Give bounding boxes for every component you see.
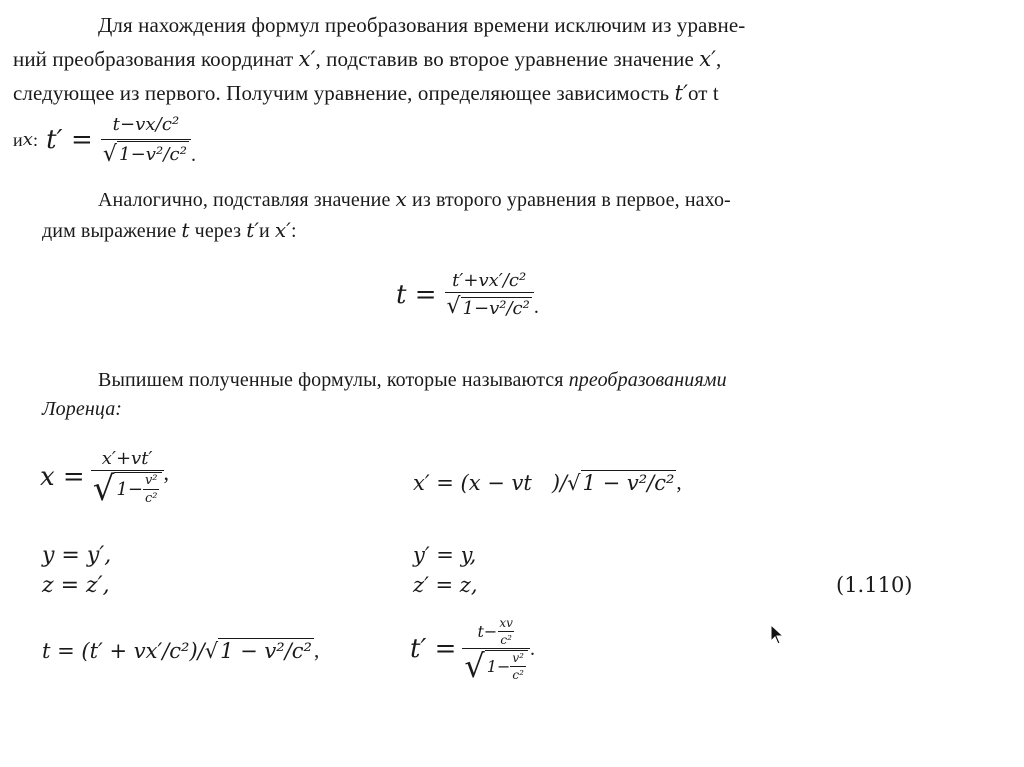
math-var: x bbox=[395, 187, 407, 211]
fraction-denominator bbox=[445, 292, 534, 319]
equation-fraction bbox=[462, 616, 530, 685]
sqrt-icon: √ bbox=[92, 469, 115, 509]
equation-number: (1.110) bbox=[836, 573, 913, 597]
paragraph2-line1 bbox=[98, 186, 731, 213]
text-span: и bbox=[13, 130, 23, 150]
text-span: из второго уравнения в первое, нахо- bbox=[406, 189, 731, 211]
radicand: 1−v²/c² bbox=[462, 298, 530, 319]
equation-yprime: y′ = y, bbox=[413, 543, 477, 567]
text-span: . bbox=[191, 144, 197, 166]
paragraph1-line3 bbox=[13, 80, 719, 106]
emphasis-text: преобразованиями bbox=[568, 369, 727, 391]
text-span: . bbox=[533, 296, 539, 318]
text-span: от t bbox=[687, 81, 719, 105]
text-span: дим выражение bbox=[42, 220, 182, 242]
equation-fraction bbox=[101, 112, 191, 168]
math-var: t′ bbox=[246, 218, 260, 242]
equation-tprime bbox=[410, 616, 535, 685]
equation-lhs: x = bbox=[40, 462, 85, 492]
text-span: следующее из первого. Получим уравнение, определяющее зависимость bbox=[13, 81, 675, 105]
inner-fraction bbox=[497, 616, 515, 647]
paragraph1-line2 bbox=[13, 46, 721, 72]
math-var: x bbox=[22, 129, 33, 150]
text-span: ний преобразования координат bbox=[13, 47, 299, 71]
math-var: t bbox=[181, 218, 190, 242]
paragraph2-line2 bbox=[42, 217, 297, 244]
text-span: Для нахождения формул преобразования времени исключим из уравне- bbox=[98, 13, 746, 37]
text-span: Выпишем полученные формулы, которые называются bbox=[98, 369, 569, 391]
math-var: x′ bbox=[699, 47, 717, 71]
text-span: , bbox=[716, 47, 722, 71]
text-span: : bbox=[290, 220, 297, 242]
text-span: : bbox=[33, 130, 39, 150]
math-var: x′ bbox=[298, 47, 316, 71]
equation-z: z = z′, bbox=[42, 573, 110, 598]
sqrt-icon: √ bbox=[464, 647, 485, 685]
mouse-pointer-icon bbox=[770, 624, 784, 651]
text-span: , подставив во второе уравнение значение bbox=[315, 47, 700, 71]
text-span: , bbox=[313, 638, 320, 662]
text-span: 1− bbox=[116, 479, 143, 500]
equation-lhs: t′ = bbox=[410, 634, 457, 664]
paragraph3-line2 bbox=[42, 396, 122, 422]
fraction-numerator: t−vx/c² bbox=[112, 114, 180, 135]
radicand bbox=[485, 650, 528, 682]
equation-zprime: z′ = z, bbox=[413, 573, 478, 597]
text-span: 1− bbox=[486, 657, 511, 676]
equation-fraction bbox=[445, 270, 534, 319]
sqrt-icon: √ bbox=[204, 639, 219, 663]
fraction-numerator bbox=[476, 616, 517, 648]
fraction-denominator bbox=[462, 647, 530, 685]
radicand: 1−v²/c² bbox=[117, 141, 189, 168]
paragraph1-line1 bbox=[98, 12, 745, 38]
inner-fraction bbox=[510, 651, 526, 682]
emphasis-text: Лоренца: bbox=[42, 398, 123, 420]
text-span: , bbox=[163, 460, 169, 485]
equation-y: y = y′, bbox=[42, 543, 112, 568]
fraction-numerator: t′+vx′/c² bbox=[452, 270, 527, 291]
sqrt-icon: √ bbox=[446, 294, 461, 319]
equation-lhs: t = (t′ + vx′/c²)/ bbox=[42, 639, 205, 663]
text-span: и bbox=[259, 220, 275, 242]
paragraph1-line4 bbox=[13, 112, 196, 168]
fraction-numerator: v² bbox=[144, 473, 158, 488]
math-var: t′ bbox=[674, 81, 688, 105]
text-span: через bbox=[189, 220, 247, 242]
equation-fraction bbox=[91, 448, 164, 509]
equation-t-system bbox=[42, 638, 319, 663]
math-var: x′ bbox=[274, 218, 291, 242]
fraction-numerator: x′+vt′ bbox=[101, 448, 153, 469]
fraction-denominator bbox=[91, 469, 164, 509]
equation-xprime bbox=[413, 470, 682, 495]
text-span: . bbox=[529, 637, 535, 660]
radicand: 1 − v²/c² bbox=[220, 639, 312, 663]
text-span: t− bbox=[477, 622, 498, 641]
fraction-denominator bbox=[101, 139, 191, 168]
sqrt-expression bbox=[567, 470, 676, 495]
fraction-numerator: xv bbox=[499, 616, 513, 630]
sqrt-icon: √ bbox=[567, 471, 581, 495]
text-span: Аналогично, подставляя значение bbox=[98, 189, 396, 211]
fraction-numerator: v² bbox=[512, 651, 524, 665]
inner-fraction bbox=[143, 473, 160, 506]
equation-lhs: x′ = (x − vt )/ bbox=[413, 471, 568, 495]
paragraph3-line1 bbox=[98, 367, 727, 393]
equation-lhs: t′ = bbox=[46, 125, 93, 155]
equation-t bbox=[396, 270, 539, 319]
radicand: 1 − v²/c² bbox=[582, 471, 675, 495]
equation-lhs: t = bbox=[396, 279, 437, 310]
sqrt-expression bbox=[205, 638, 314, 663]
sqrt-icon: √ bbox=[102, 142, 118, 167]
radicand bbox=[114, 472, 161, 506]
equation-x bbox=[40, 448, 169, 509]
fraction-denominator: c² bbox=[512, 668, 524, 682]
fraction-denominator: c² bbox=[144, 491, 158, 506]
fraction-denominator: c² bbox=[500, 633, 512, 647]
text-span: , bbox=[676, 470, 682, 494]
